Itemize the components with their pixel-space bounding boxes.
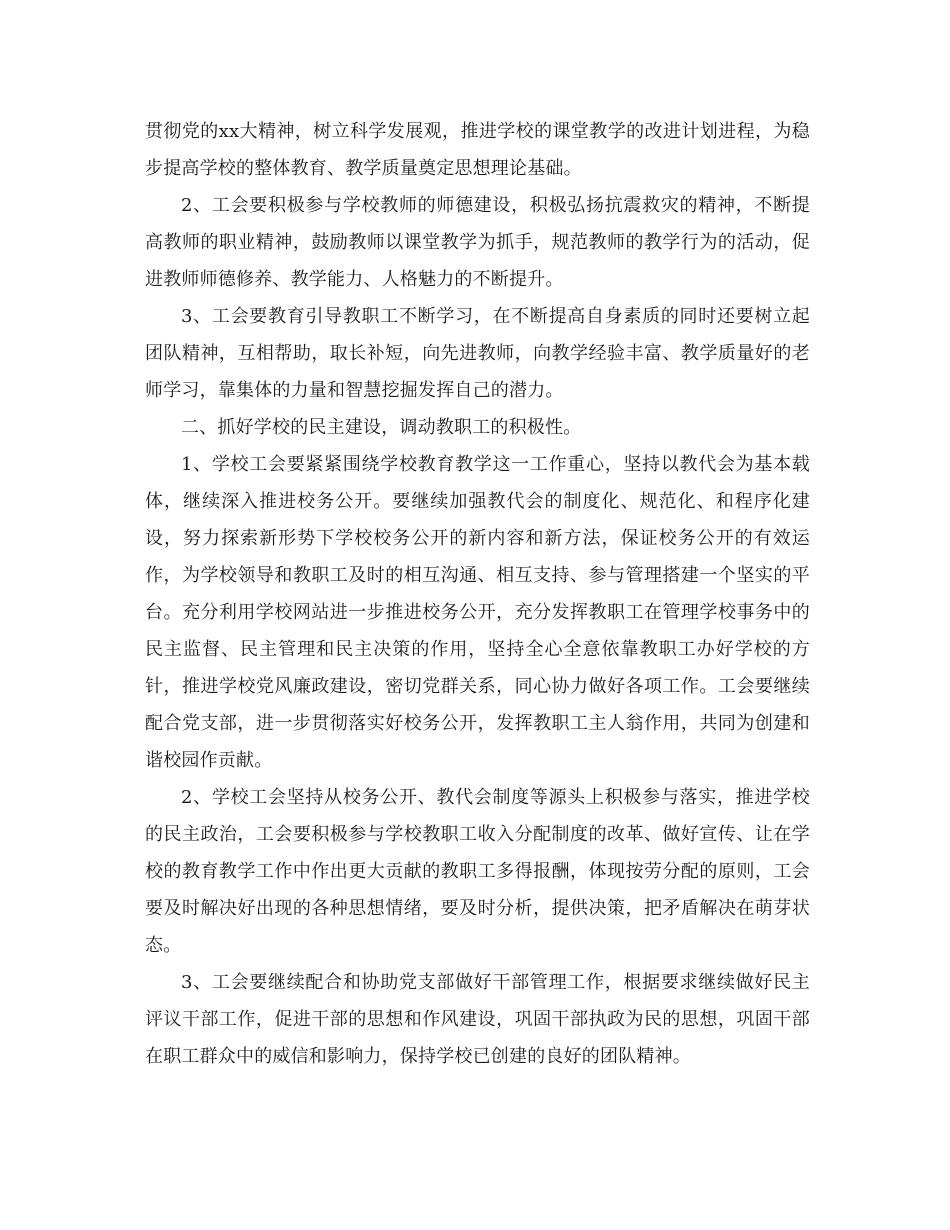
paragraph-1: 贯彻党的xx大精神，树立科学发展观，推进学校的课堂教学的改进计划进程，为稳步提高学校的整体教育、教学质量奠定思想理论基础。 xyxy=(145,121,810,179)
paragraph-5: 1、学校工会要紧紧围绕学校教育教学这一工作重心，坚持以教代会为基本载体，继续深入推进校务公开。要继续加强教代会的制度化、规范化、和程序化建设，努力探索新形势下学校校务公开的新内容和新方法，保证校务公开的有效运作，为学校领导和教职工及时的相互沟通、相互支持、参与管理搭建一个坚实的平台。充分利用学校网站进一步推进校务公开，充分发挥教职工在管理学校事务中的民主监督、民主管理和民主决策的作用，坚持全心全意依靠教职工办好学校的方针，推进学校党风廉政建设，密切党群关系，同心协力做好各项工作。工会要继续配合党支部，进一步贯彻落实好校务公开，发挥教职工主人翁作用，共同为创建和谐校园作贡献。 xyxy=(145,454,810,771)
paragraph-7: 3、工会要继续配合和协助党支部做好干部管理工作，根据要求继续做好民主评议干部工作，促进干部的思想和作风建设，巩固干部执政为民的思想，巩固干部在职工群众中的威信和影响力，保持学校已创建的良好的团队精神。 xyxy=(145,972,810,1067)
section-heading-2: 二、抓好学校的民主建设，调动教职工的积极性。 xyxy=(181,417,582,438)
paragraph-6: 2、学校工会坚持从校务公开、教代会制度等源头上积极参与落实，推进学校的民主政治，工会要积极参与学校教职工收入分配制度的改革、做好宣传、让在学校的教育教学工作中作出更大贡献的教职工多得报酬，体现按劳分配的原则，工会要及时解决好出现的各种思想情绪，要及时分析，提供决策，把矛盾解决在萌芽状态。 xyxy=(145,787,810,956)
paragraph-2: 2、工会要积极参与学校教师的师德建设，积极弘扬抗震救灾的精神，不断提高教师的职业精神，鼓励教师以课堂教学为抓手，规范教师的教学行为的活动，促进教师师德修养、教学能力、人格魅力的不断提升。 xyxy=(145,195,810,290)
document-body xyxy=(145,113,810,1075)
paragraph-3: 3、工会要教育引导教职工不断学习，在不断提高自身素质的同时还要树立起团队精神，互相帮助，取长补短，向先进教师，向教学经验丰富、教学质量好的老师学习，靠集体的力量和智慧挖掘发挥自己的潜力。 xyxy=(145,306,810,401)
